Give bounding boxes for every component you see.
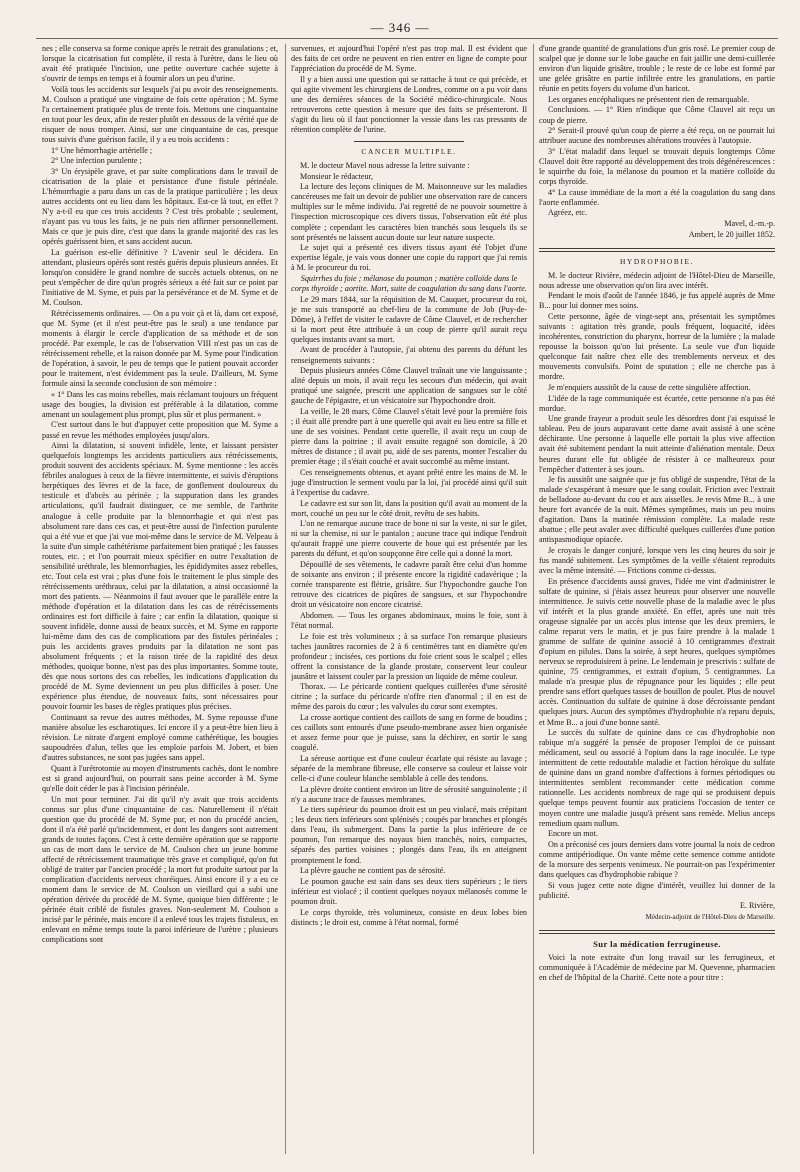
page-number: — 346 — [370, 20, 430, 35]
paragraph: 2° Serait-il prouvé qu'un coup de pierre a été reçu, on ne pourrait lui attribuer aucune des nombreuses altérations trouvées à l'autopsie. [539, 126, 775, 146]
column-middle [291, 44, 527, 1162]
paragraph: Depuis plusieurs années Côme Clauvel traînait une vie languissante ; alité depuis un mois, il avait reçu les secours d'un médecin, qui avait pratiqué une saignée, prescrit une application de sangsues sur le côté gauche de l'épigastre, et un vésicatoire sur l'hypochondre droit. [291, 366, 527, 406]
paragraph: Le poumon gauche est sain dans ses deux tiers supérieurs ; le tiers inférieur est violacé ; il contient quelques noyaux mélanosés comme le poumon droit. [291, 876, 527, 906]
paragraph: Ainsi la dilatation, si souvent infidèle, lente, et laissant persister quelquefois longtemps les accidents particuliers aux rétrécissements, produit souvent des accidents spéciaux. M. Syme mentionne : les accès fébriles analogues à ceux de la fièvre intermittente, et suivis d'éruptions herpétiques des lèvres et de la face, de gonflement douloureux du testicule et d'abcès au périnée ; la suppuration dans les grandes articulations, qu'il faudrait distinguer, ce me semble, de l'arthrite analogue à celle produite par la blennorrhagie et qui n'est pas absolument rare dans ces cas, et peut-être aussi de l'infection purulente qui a été vue et que j'ai vue moi-même dans le service de M. Velpeau à la suite d'un simple cathétérisme parfaitement bien pratiqué ; les fausses routes, etc. ; et l'on pourrait mieux spécifier en outre l'exaltation de sensibilité uréthrale, les blennorrhagies, les épididymites assez rebelles, etc. Tout cela est vrai ; plus d'une fois le traitement le plus simple des rétrécissements uréthraux, celui par la dilatation, a ainsi occasionné la mort des patients. — Néanmoins il faut avouer que le parallèle entre la méthode d'opération et la dilatation dans les cas de rétrécissements ordinaires est fort difficile à faire ; car enfin la dilatation, quoique si souvent infidèle, donne aussi de beaux succès, et M. Syme en rapporte lui-même dans des cas de complications par des fistules périnéales ; puis les accidents graves produits par la dilatation ne sont pas absolument fréquents ; et la raison tirée de la rapidité des deux méthodes, quoique bonne, n'est pas des plus importantes. Somme toute, dès que nous sortons des cas rebelles, les indications d'application du procédé de M. Syme deviennent un peu plus difficiles à poser. Une expérience plus étendue, de nouveaux faits, sont nécessaires pour pouvoir fournir les bases de règles pratiques plus précises. [42, 441, 278, 712]
paragraph: L'idée de la rage communiquée est écartée, cette personne n'a pas été mordue. [539, 393, 775, 413]
paragraph: Il y a bien aussi une question qui se rattache à tout ce qui précède, et qui agite vivement les chirurgiens de Londres, comme on a pu voir dans une des dernières séances de la Société médico-chirurgicale. Nous retrouverons cette question à mesure que des faits se présenteront. Il s'agit du lieu où il faut ponctionner la vessie dans les cas pressants de rétention complète de l'urine. [291, 74, 527, 134]
paragraph: Rétrécissements ordinaires. — On a pu voir çà et là, dans cet exposé, que M. Syme (et il n'est peut-être pas le seul) a une tendance par moments à élargir le cercle d'application de sa méthode et de son procédé. Par exemple, le cas de l'observation VIII n'est pas un cas de rétrécissement rebelle, et la raison donnée par M. Syme pour l'indication de l'opération, à savoir, le peu de temps que le patient pouvait accorder pour le traitement, n'est évidemment pas la seule. D'ailleurs, M. Syme formule ainsi la seconde conclusion de son mémoire : [42, 308, 278, 389]
paragraph: 3° Un érysipèle grave, et par suite complications dans le travail de cicatrisation de la plaie et persistance d'une fistule périnéale. L'hémorrhagie a paru dans un cas de la pratique particulière ; les deux autres accidents ont eu lieu dans les hôpitaux. Est-ce là tout, en effet ? N'y a-t-il eu que ces trois accidents ? C'est très probable ; seulement, n'ayant pas vu tous les faits, je ne puis rien affirmer personnellement. Mais ce que je puis dire, c'est que dans la grande majorité des cas les opérés guérissent bien, et sans accident aucun. [42, 166, 278, 247]
paragraph: Le tiers supérieur du poumon droit est un peu violacé, mais crépitant ; les deux tiers inférieurs sont splénisés ; coupés par branches et plongés dans l'eau, ils submergent. Dans la partie la plus inférieure de ce poumon, l'on remarque des noyaux bien tranchés, noirs, compactes, séparés des parties voisines ; plongés dans l'eau, ils en atteignent promptement le fond. [291, 805, 527, 865]
paragraph: 2° Une infection purulente ; [51, 156, 142, 166]
section-title: Sur la médication ferrugineuse. [593, 939, 721, 949]
column-left [42, 44, 278, 1166]
paragraph: Pendant le mois d'août de l'année 1846, je fus appelé auprès de Mme B... pour lui donner mes soins. [539, 291, 775, 311]
paragraph: d'une grande quantité de granulations d'un gris rosé. Le premier coup de scalpel que je donne sur le lobe gauche en fait jaillir une demi-cuillerée environ d'un liquide grisâtre, trouble ; le reste de ce lobe est formé par une gelée grisâtre en partie infiltrée entre les granulations, en partie réunie en petits foyers du volume d'un haricot. [539, 44, 775, 94]
paragraph: Encore un mot. [548, 829, 598, 839]
header-rule [36, 38, 778, 39]
paragraph: C'est surtout dans le but d'appuyer cette proposition que M. Syme a passé en revue les méthodes employées jusqu'alors. [42, 420, 278, 440]
paragraph: Je croyais le danger conjuré, lorsque vers les cinq heures du soir je fus mandé subitement. Les symptômes de la veille s'étaient reproduits avec la même intensité. — Frictions comme ci-dessus. [539, 546, 775, 576]
paragraph: La plèvre droite contient environ un litre de sérosité sanguinolente ; il n'y a aucune trace de fausses membranes. [291, 784, 527, 804]
paragraph: La guérison est-elle définitive ? L'avenir seul le décidera. En attendant, plusieurs opérés sont restés guéris depuis plusieurs années. Et lorsqu'on considère le grand nombre de succès actuels obtenus, on ne peut s'empêcher de dire qu'un progrès sérieux a été fait sur ce point par l'initiative de M. Syme, et puis par la persévérance et de M. Syme et de M. Coulson. [42, 247, 278, 308]
paragraph: survenues, et aujourd'hui l'opéré n'est pas trop mal. Il est évident que des faits de cet ordre ne peuvent en rien entrer en ligne de compte pour l'appréciation du procédé de M. Syme. [291, 44, 527, 74]
paragraph: Agréez, etc. [548, 208, 588, 218]
paragraph: Les organes encéphaliques ne présentent rien de remarquable. [548, 94, 750, 104]
paragraph: La veille, le 28 mars, Côme Clauvel s'était levé pour la première fois ; il était allé prendre part à une querelle qui avait eu lieu entre sa fille et une de ses voisines. Pendant cette querelle, il avait reçu un coup de pierre dans la poitrine ; il avait ensuite regagné son domicile, à 20 mètres de distance ; il avait pu, aidé de ses parents, monter l'escalier du premier étage ; il s'était couché et avait succombé au même instant. [291, 406, 527, 467]
paragraph: Voilà tous les accidents sur lesquels j'ai pu avoir des renseignements. M. Coulson a pratiqué une vingtaine de fois cette opération ; M. Syme l'a certainement pratiquée plus de trente fois. Mettons une cinquantaine en tout pour les deux, afin de rester plutôt en dessous de la vérité que de risquer de nous tromper. Ainsi, sur une cinquantaine de cas, presque tous suivis d'une guérison facile, il y a eu trois accidents : [42, 84, 278, 145]
paragraph: Thorax. — Le péricarde contient quelques cuillerées d'une sérosité citrine ; la surface du péricarde n'offre rien d'anormal ; il en est de même des parois du cœur ; les valvules du cœur sont exemptes. [291, 682, 527, 712]
paragraph: Le 29 mars 1844, sur la réquisition de M. Cauquet, procureur du roi, je me suis transporté au chef-lieu de la commune de Job (Puy-de-Dôme), à l'effet de visiter le cadavre de Côme Clauvel, et de rechercher si la mort peut être attribuée à un coup de pierre qu'il aurait reçu quelques instants avant sa mort. [291, 294, 527, 344]
paragraph: Le corps thyroïde, très volumineux, consiste en deux lobes bien distincts ; le droit est, comme à l'état normal, formé [291, 907, 527, 927]
paragraph: La séreuse aortique est d'une couleur écarlate qui résiste au lavage ; séparée de la membrane fibreuse, elle conserve sa couleur et laisse voir celle-ci d'une couleur blanche semblable à celle des tendons. [291, 753, 527, 783]
paragraph: Squirrhes du foie ; mélanose du poumon ; matière colloïde dans le corps thyroïde ; aortite. Mort, suite de coagulation du sang dans l'aorte. [291, 273, 527, 293]
paragraph: Monsieur le rédacteur, [300, 171, 373, 181]
paragraph: Continuant sa revue des autres méthodes, M. Syme repousse d'une manière absolue les escharotiques. Ici encore il y a peut-être bien lieu à révision. Le nitrate d'argent employé comme cathérétique, les bougies saupoudrées d'alun, telles que les emploie parfois M. Jobert, et bien d'autres substances, ne sont pas jugées sans appel. [42, 713, 278, 763]
paragraph: Cette personne, âgée de vingt-sept ans, présentait les symptômes suivants : agitation très grande, pouls fréquent, loquacité, idées incohérentes, constriction du pharynx, horreur de la lumière ; la malade repousse la boisson qu'on lui présente. La seule vue d'un liquide quelconque fait naître chez elle des tremblements nerveux et des mouvements convulsifs. Point de sputation ; elle ne cherche pas à mordre. [539, 312, 775, 382]
paragraph: Je fis aussitôt une saignée que je fus obligé de suspendre, l'état de la malade s'exaspérant à mesure que le sang coulait. Friction avec l'extrait de belladone au-devant du cou et aux aisselles. Je revis Mme B... à une heure fort avancée de la nuit. Mêmes symptômes, mais un peu moins d'agitation. Dans la matinée rémission complète. La malade reste abattue ; elle peut avaler avec difficulté quelques cuillerées d'une potion antispasmodique opiacée. [539, 475, 775, 545]
paragraph: Le cadavre est sur son lit, dans la position qu'il avait au moment de la mort, couché un peu sur le côté droit, revêtu de ses habits. [291, 498, 527, 518]
paragraph: 4° La cause immédiate de la mort a été la coagulation du sang dans l'aorte enflammée. [539, 187, 775, 207]
section-rule [354, 141, 464, 142]
paragraph: Le foie est très volumineux ; à sa surface l'on remarque plusieurs taches jaunâtres racornies de 2 à 6 centimètres tant en diamètre qu'en profondeur ; incisées, ces portions du foie crient sous le scalpel ; elles offrent la consistance de la glande prostate, conservent leur couleur jaunâtre et laissent couler par la pression un liquide de même couleur. [291, 631, 527, 681]
paragraph: Voici la note extraite d'un long travail sur les ferrugineux, et communiquée à l'Académie de médecine par M. Quevenne, pharmacien en chef de l'hôpital de la Charité. Cette note a pour titre : [539, 953, 775, 983]
paragraph: Mavel, d.-m.-p. [724, 218, 775, 228]
paragraph: Avant de procéder à l'autopsie, j'ai obtenu des parents du défunt les renseignements suivants : [291, 345, 527, 365]
column-right [539, 44, 775, 1166]
section-double-rule [539, 248, 775, 252]
paragraph: Une grande frayeur a produit seule les désordres dont j'ai esquissé le tableau. Peu de jours auparavant cette dame avait assisté à une scène déchirante. Une personne à laquelle elle portait la plus vive affection avait été subitement pendant la nuit atteinte d'aliénation mentale. Deux heures durant elle fut obligée de résister à ce malheureux pour l'empêcher d'attenter à ses jours. [539, 414, 775, 474]
paragraph: Ambert, le 20 juillet 1852. [688, 229, 775, 239]
paragraph: Je m'enquiers aussitôt de la cause de cette singulière affection. [548, 382, 751, 392]
paragraph: M. le docteur Mavel nous adresse la lettre suivante : [300, 161, 470, 171]
section-double-rule [539, 930, 775, 934]
section-title: CANCER MULTIPLE. [361, 147, 457, 157]
paragraph: Dépouillé de ses vêtements, le cadavre paraît être celui d'un homme de soixante ans environ ; il présente encore la rigidité cadavérique ; la cornée transparente est flétrie, grisâtre. Sur l'hypochondre gauche l'on retrouve des cicatrices de piqûres de sangsues, et sur l'hypochondre droit un vésicatoire non encore cicatrisé. [291, 560, 527, 610]
paragraph: Conclusions. — 1° Rien n'indique que Côme Clauvel ait reçu un coup de pierre. [539, 105, 775, 125]
paragraph: Le sujet qui a présenté ces divers tissus ayant été l'objet d'une expertise légale, je vais vous donner une copie du rapport que j'ai remis à M. le procureur du roi. [291, 243, 527, 273]
paragraph: En présence d'accidents aussi graves, l'idée me vint d'administrer le sulfate de quinine, si j'étais assez heureux pour observer une nouvelle intermittence. Je suivis cette nouvelle phase de la maladie avec le plus vif intérêt et la plus grande anxiété. En effet, après une nuit très orageuse signalée par un accès plus intense que les deux premiers, le calme reparut vers le matin, et je pus faire prendre à la malade 1 gramme de sulfate de quinine associé à 10 centigrammes d'extrait d'opium en pilules. Dans la soirée, à sept heures, quelques symptômes nerveux se reproduisirent à peine. Le lendemain je prescrivis : sulfate de quinine, 75 centigrammes, et extrait d'opium, 5 centigrammes. La malade n'a presque plus de répugnance pour les liquides ; elle peut prendre sans effort quelques tasses de bouillon de poulet. Plus de nouvel accès. Continuation du sulfate de quinine à dose décroissante pendant quelques jours. Aucun des symptômes d'hydrophobie n'a reparu depuis, et Mme B... a joui d'une bonne santé. [539, 576, 775, 727]
paragraph: « 1° Dans les cas moins rebelles, mais réclamant toujours un fréquent usage des bougies, la division est préférable à la dilatation, comme amenant un soulagement plus prompt, plus sûr et plus permanent. » [42, 389, 278, 419]
paragraph: On a préconisé ces jours derniers dans votre journal la noix de cedron comme antipériodique. On vante même cette semence comme antidote de la morsure des serpents venimeux. Ne pourrait-on pas l'expérimenter dans quelques cas d'hydrophobie rabique ? [539, 839, 775, 879]
paragraph: Un mot pour terminer. J'ai dit qu'il n'y avait que trois accidents connus sur plus d'une cinquantaine de cas. Naturellement il n'était question que du procédé de M. Syme pur, et non du procédé ancien, dont il n'a été parlé qu'incidemment, et dont les dangers sont autrement grands de toutes façons. C'est à cette dernière opération que se rapporte un cas de mort dans le service de M. Coulson chez un jeune homme affecté de rétrécissement traumatique très grave et compliqué, qu'on fut obligé de traiter par l'ancien procédé ; la mort fut produite surtout par la complication d'accidents nerveux choréiques. Ainsi encore il y a eu ce moment dans le service de M. Coulson un vieillard qui a subi une opération dérivée du procédé de M. Syme, quoique bien différente ; le périnée était criblé de fistules graves. Non-seulement M. Coulson a incisé par le périnée, mais encore il a enlevé tous les trajets fistuleux, en enlevant en même temps toute la paroi inférieure de l'urètre ; plusieurs complications sont [42, 794, 278, 945]
paragraph: Quant à l'urétrotomie au moyen d'instruments cachés, dont le nombre est si grand aujourd'hui, on pourrait sans peine accorder à M. Syme qu'elle doit céder le pas à l'incision périnéale. [42, 763, 278, 793]
paragraph: nes ; elle conserva sa forme conique après le retrait des granulations ; et, lorsque la cicatrisation fut complète, il resta à l'urètre, dans le lieu où avait été pratiquée l'incision, une petite ouverture cachée sujette à s'ouvrir de temps en temps et à fournir alors un peu d'urine. [42, 44, 278, 84]
section-title: HYDROPHOBIE. [619, 256, 695, 266]
paragraph: Abdomen. — Tous les organes abdominaux, moins le foie, sont à l'état normal. [291, 610, 527, 630]
paragraph: 1° Une hémorrhagie artérielle ; [51, 145, 153, 155]
paragraph: La lecture des leçons cliniques de M. Maisonneuve sur les maladies cancéreuses me fait un devoir de publier une observation rare de cancers multiples sur le même individu. J'ai regretté de ne pouvoir soumettre à l'inspection microscopique ces divers tissus, l'observation eût été plus complète ; cependant les caractères bien tranchés sous lesquels ils se sont présentés ne laissent aucun doute sur leur nature suspecte. [291, 182, 527, 242]
column-divider [285, 44, 286, 1154]
paragraph: Le succès du sulfate de quinine dans ce cas d'hydrophobie non rabique m'a suggéré la pensée de proposer l'emploi de ce puissant médicament, seul ou associé à l'opium dans la rage inoculée. Le type intermittent de cette redoutable maladie et l'action héroïque du sulfate de quinine dans un grand nombre d'affections à formes périodiques ou intermittentes semblent recommander cette médication comme rationnelle. Les accidents nombreux de rage qui se produisent depuis quelque temps peuvent fournir aux praticiens l'occasion de tenter ce moyen contre une maladie jusqu'à présent sans remède. Melius anceps remedium quam nullum. [539, 728, 775, 828]
paragraph: L'on ne remarque aucune trace de bone ni sur la veste, ni sur le gilet, ni sur la chemise, ni sur le pantalon ; aucune trace qui indique l'endroit qu'aurait frappé une pierre couverte de boue qui est présentée par les parents du défunt, et qu'on soupçonne être celle qui a donné la mort. [291, 519, 527, 559]
paragraph: Médecin-adjoint de l'Hôtel-Dieu de Marseille. [645, 912, 775, 921]
column-divider [533, 44, 534, 1154]
paragraph: La crosse aortique contient des caillots de sang en forme de boudins ; ces caillots sont entourés d'une pseudo-membrane assez bien organisée et assez ferme pour que je puisse, sans la déchirer, en sortir le sang coagulé. [291, 713, 527, 753]
paragraph: Ces renseignements obtenus, et ayant prêté entre les mains de M. le juge d'instruction le serment voulu par la loi, j'ai procédé ainsi qu'il suit à l'expertise du cadavre. [291, 467, 527, 497]
paragraph: 3° L'état maladif dans lequel se trouvait depuis longtemps Côme Clauvel doit être rapporté au développement des trois dégénérescences : le squirrhe du foie, la mélanose du poumon et la matière colloïde du corps thyroïde. [539, 146, 775, 186]
paragraph: La plèvre gauche ne contient pas de sérosité. [300, 866, 446, 876]
paragraph: M. le docteur Rivière, médecin adjoint de l'Hôtel-Dieu de Marseille, nous adresse une observation qu'on lira avec intérêt. [539, 270, 775, 290]
paragraph: Si vous jugez cette note digne d'intérêt, veuillez lui donner de la publicité. [539, 880, 775, 900]
paragraph: E. Rivière, [740, 901, 775, 911]
